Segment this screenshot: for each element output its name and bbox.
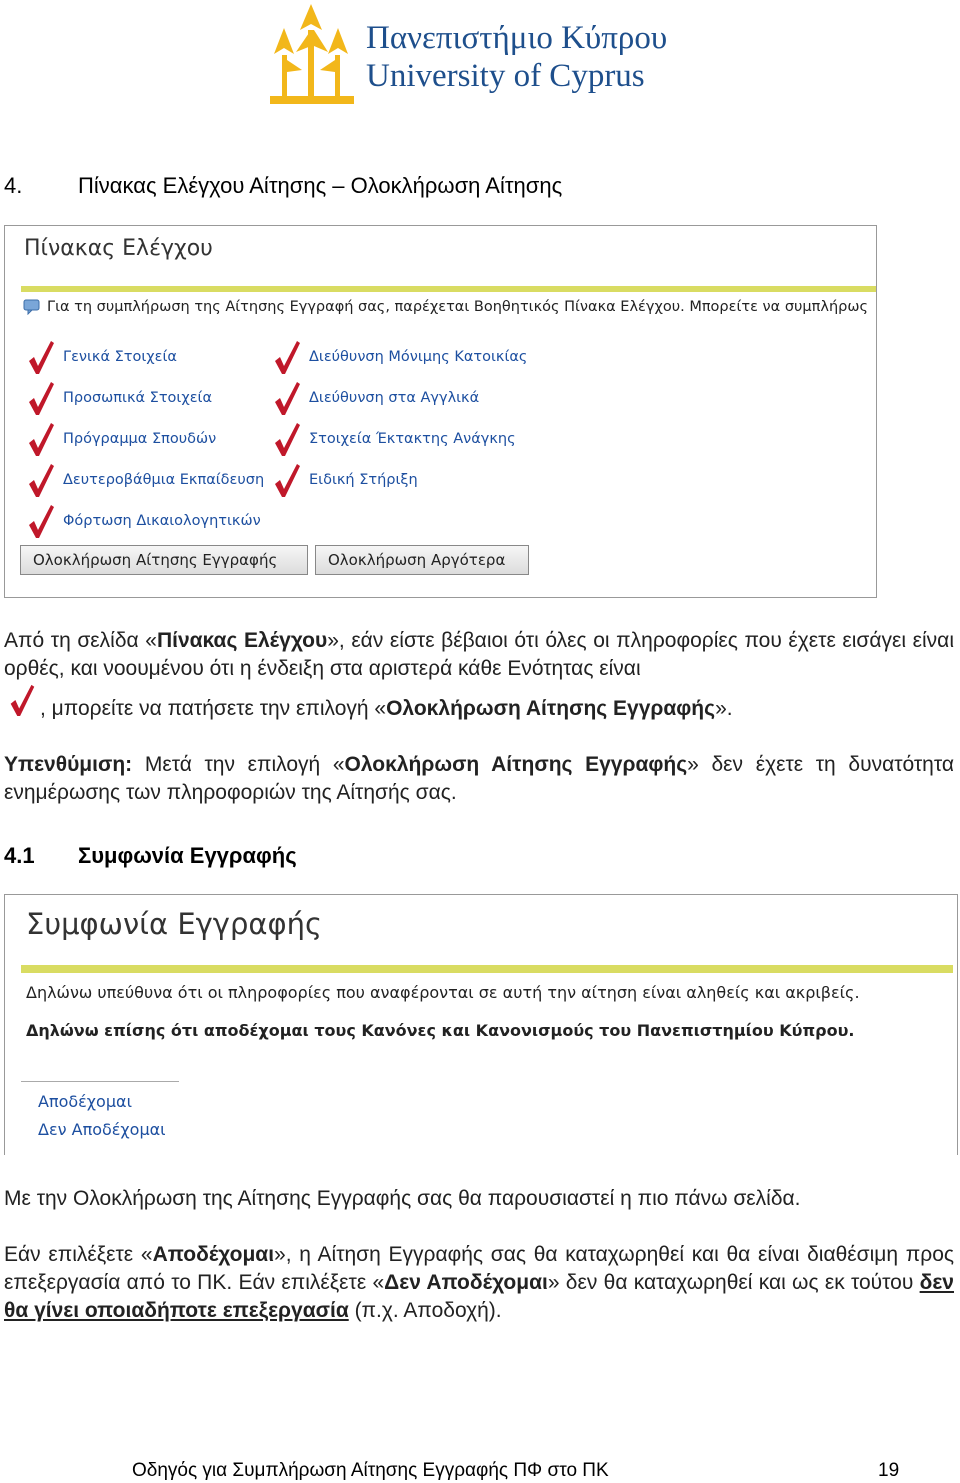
left-sections-list [27,342,264,536]
checkmark-icon [273,462,301,498]
agreement-screenshot [4,894,958,1155]
info-bubble-icon [23,299,41,315]
section-4-1-number: 4.1 [4,843,35,868]
text: ». [715,697,733,720]
checkmark-icon [27,503,55,539]
inline-checkmark [8,683,36,722]
text: Μετά την επιλογή « [132,753,345,776]
section-4-title: Πίνακας Ελέγχου Αίτησης – Ολοκλήρωση Αίτησης [78,173,563,198]
checkmark-icon [27,339,55,375]
section-item-label: Φόρτωση Δικαιολογητικών [63,513,261,529]
section-item-label: Ειδική Στήριξη [309,472,418,488]
section-item-personal[interactable] [27,383,264,413]
paragraph-instructions [4,627,954,683]
section-item-label: Στοιχεία Έκτακτης Ανάγκης [309,431,516,447]
agreement-rules-statement: Δηλώνω επίσης ότι αποδέχομαι τους Κανόνες και Κανονισμούς του Πανεπιστημίου Κύπρου. [26,1021,855,1040]
options-divider [21,1081,179,1082]
text: Από τη σελίδα « [4,629,157,652]
section-4-number: 4. [4,173,23,198]
paragraph-page-shown: Με την Ολοκλήρωση της Αίτησης Εγγραφής σας θα παρουσιαστεί η πιο πάνω σελίδα. [4,1187,801,1210]
title-divider [21,286,876,292]
title-divider [21,965,953,973]
paragraph-accept-decline [4,1241,954,1325]
complete-later-button[interactable]: Ολοκλήρωση Αργότερα [315,545,529,575]
section-item-label: Διεύθυνση Μόνιμης Κατοικίας [309,349,528,365]
text: », η Αίτηση Εγγραφής σας θα καταχωρηθεί και θα είναι διαθέσιμη προς επεξεργασία από το ΠΚ. Εάν επιλέξετε « [4,1243,954,1294]
checkmark-icon [273,380,301,416]
control-panel-title: Πίνακας Ελέγχου [24,236,213,261]
agreement-title: Συμφωνία Εγγραφής [26,907,323,941]
section-item-english-address[interactable] [273,383,527,413]
checkmark-icon [273,339,301,375]
text: , μπορείτε να πατήσετε την επιλογή « [40,697,387,720]
underlined-bold-text: δεν θα γίνει οποιαδήποτε επεξεργασία [4,1271,954,1322]
text: » δεν θα καταχωρηθεί και ως εκ τούτου [547,1271,920,1294]
section-item-emergency-contact[interactable] [273,424,527,454]
text: », εάν είστε βέβαιοι ότι όλες οι πληροφορίες που έχετε εισάγει είναι ορθές, και νοουμένου ότι η ένδειξη στα αριστερά κάθε Ενότητας είναι [4,629,954,680]
section-item-label: Διεύθυνση στα Αγγλικά [309,390,480,406]
logo-name-english: University of Cyprus [366,58,645,94]
paragraph-instructions-cont [40,695,940,723]
paragraph-reminder [4,751,954,807]
text: Εάν επιλέξετε « [4,1243,153,1266]
bold-text: Ολοκλήρωση Αίτησης Εγγραφής [386,697,716,720]
section-item-documents-upload[interactable] [27,506,264,536]
section-item-label: Πρόγραμμα Σπουδών [63,431,217,447]
info-note [23,296,876,318]
checkmark-icon [27,421,55,457]
checkmark-icon [27,462,55,498]
bold-text: Πίνακας Ελέγχου [156,629,328,652]
text: » δεν έχετε τη δυνατότητα ενημέρωσης των πληροφοριών της Αίτησής σας. [4,753,955,804]
section-item-label: Προσωπικά Στοιχεία [63,390,213,406]
info-note-text: Για τη συμπλήρωση της Αίτησης Εγγραφή σας, παρέχεται Βοηθητικός Πίνακα Ελέγχου. Μπορείτε να συμπλήρως [47,299,868,315]
bold-text: Αποδέχομαι [152,1243,275,1266]
bold-text: Υπενθύμιση: [4,753,133,776]
section-item-special-support[interactable] [273,465,527,495]
section-4-1-title: Συμφωνία Εγγραφής [78,843,297,868]
checkmark-icon [273,421,301,457]
footer-title: Οδηγός για Συμπλήρωση Αίτησης Εγγραφής ΠΦ στο ΠΚ [132,1460,609,1481]
accept-link[interactable]: Αποδέχομαι [38,1092,132,1111]
university-logo [262,0,668,108]
right-sections-list [273,342,527,495]
page-number: 19 [878,1460,900,1481]
complete-application-button[interactable]: Ολοκλήρωση Αίτησης Εγγραφής [20,545,308,575]
section-item-permanent-address[interactable] [273,342,527,372]
section-item-general[interactable] [27,342,264,372]
checkmark-icon [27,380,55,416]
control-panel-screenshot [4,225,877,598]
bold-text: Δεν Αποδέχομαι [384,1271,548,1294]
section-item-label: Γενικά Στοιχεία [63,349,177,365]
text: (π.χ. Αποδοχή). [348,1299,502,1322]
section-item-secondary-education[interactable] [27,465,264,495]
checkmark-icon [8,683,36,717]
bold-text: Ολοκλήρωση Αίτησης Εγγραφής [344,753,688,776]
logo-name-greek: Πανεπιστήμιο Κύπρου [366,20,668,56]
agreement-statement: Δηλώνω υπεύθυνα ότι οι πληροφορίες που αναφέρονται σε αυτή την αίτηση είναι αληθείς και ακριβείς. [26,983,860,1002]
section-item-label: Δευτεροβάθμια Εκπαίδευση [63,472,265,488]
decline-link[interactable]: Δεν Αποδέχομαι [38,1120,166,1139]
section-item-programme[interactable] [27,424,264,454]
olive-tree-logo-icon [262,0,362,108]
